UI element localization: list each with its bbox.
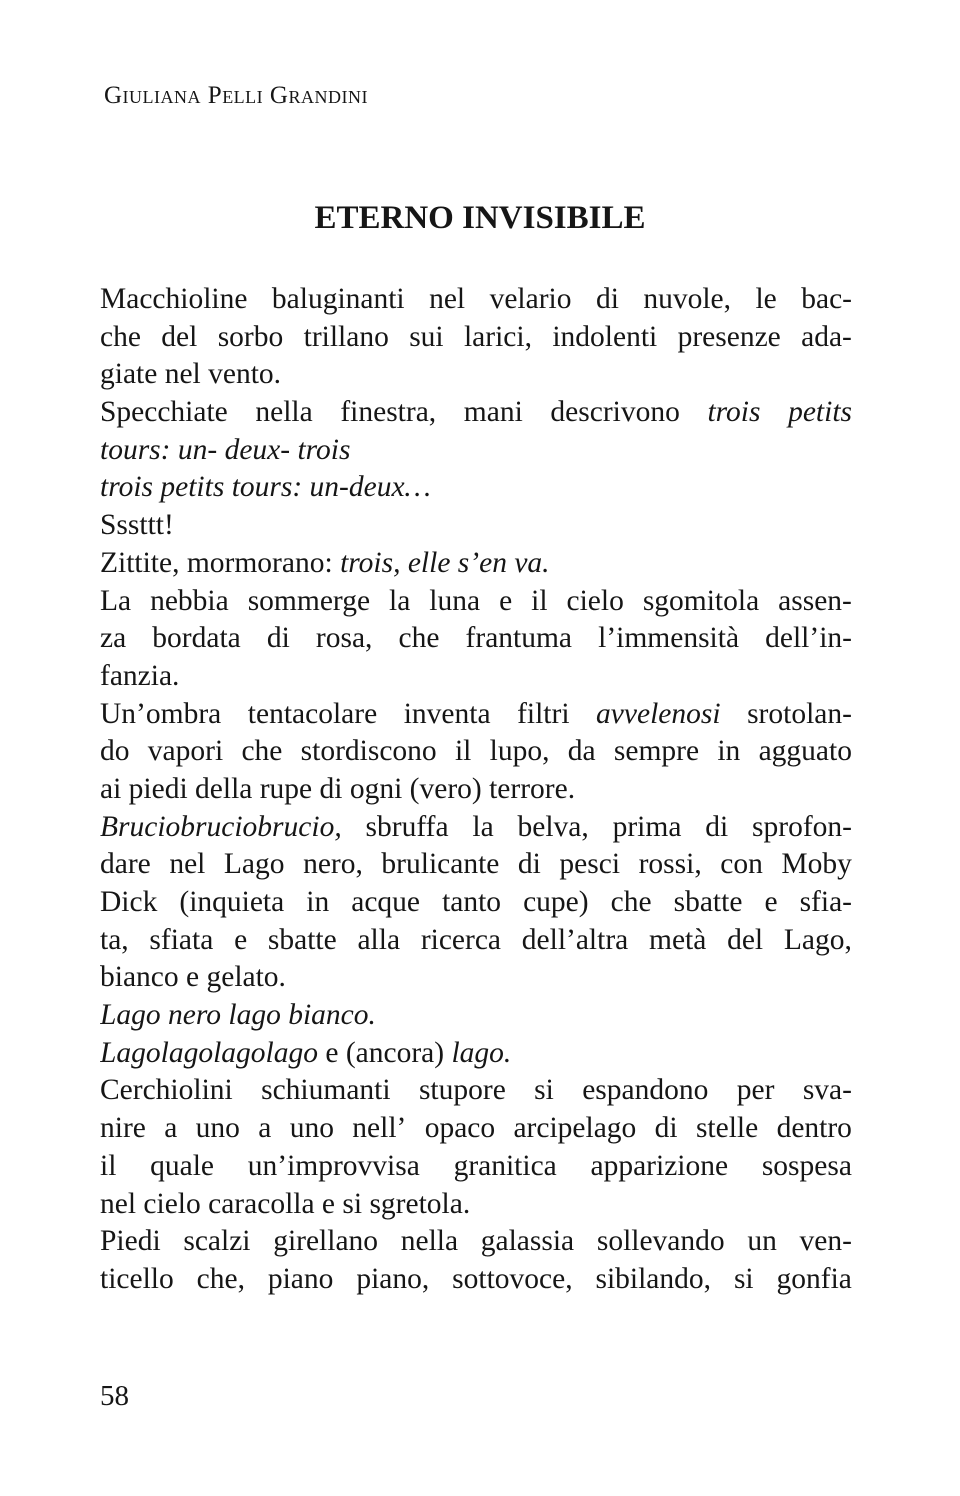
text-line: bianco e gelato.: [100, 961, 286, 994]
poem-text: [100, 281, 852, 1299]
text-line: giate nel vento.: [100, 358, 282, 391]
text-line: tours: un- deux- trois: [100, 433, 351, 466]
text-line: Un’ombra tentacolare inventa filtri avvelenosi srotolan-: [100, 697, 852, 730]
text-line: La nebbia sommerge la luna e il cielo sgomitola assen-: [100, 584, 852, 617]
poem-title: ETERNO INVISIBILE: [314, 200, 646, 236]
text-line: Zittite, mormorano: trois, elle s’en va.: [100, 546, 550, 579]
text-line: Dick (inquieta in acque tanto cupe) che sbatte e sfia-: [100, 886, 852, 918]
text-line: Macchioline baluginanti nel velario di nuvole, le bac-: [100, 283, 852, 315]
text-line: za bordata di rosa, che frantuma l’immensità dell’in-: [100, 622, 852, 655]
text-line: ticello che, piano piano, sottovoce, sibilando, si gonfia: [100, 1262, 852, 1295]
text-line: fanzia.: [100, 659, 180, 692]
text-line: ai piedi della rupe di ogni (vero) terrore.: [100, 772, 576, 805]
text-line: Cerchiolini schiumanti stupore si espandono per sva-: [100, 1074, 852, 1107]
running-head-author: Giuliana Pelli Grandini: [104, 82, 368, 109]
page-number: 58: [100, 1380, 129, 1412]
text-line: trois petits tours: un-deux…: [100, 471, 431, 504]
text-line: dare nel Lago nero, brulicante di pesci rossi, con Moby: [100, 848, 852, 881]
text-line: Sssttt!: [100, 509, 174, 542]
text-line: nel cielo caracolla e si sgretola.: [100, 1187, 471, 1220]
text-line: Bruciobruciobrucio, sbruffa la belva, prima di sprofon-: [100, 810, 852, 843]
text-line: il quale un’improvvisa granitica apparizione sospesa: [100, 1149, 852, 1182]
text-line: Specchiate nella finestra, mani descrivono trois petits: [100, 396, 852, 429]
text-line: ta, sfiata e sbatte alla ricerca dell’altra metà del Lago,: [100, 923, 852, 956]
text-line: Lagolagolagolago e (ancora) lago.: [100, 1036, 512, 1069]
text-line: che del sorbo trillano sui larici, indolenti presenze ada-: [100, 320, 852, 353]
text-line: do vapori che stordiscono il lupo, da sempre in agguato: [100, 735, 852, 768]
text-line: nire a uno a uno nell’ opaco arcipelago di stelle dentro: [100, 1112, 852, 1145]
text-line: Lago nero lago bianco.: [100, 999, 376, 1032]
text-line: Piedi scalzi girellano nella galassia sollevando un ven-: [100, 1225, 852, 1258]
